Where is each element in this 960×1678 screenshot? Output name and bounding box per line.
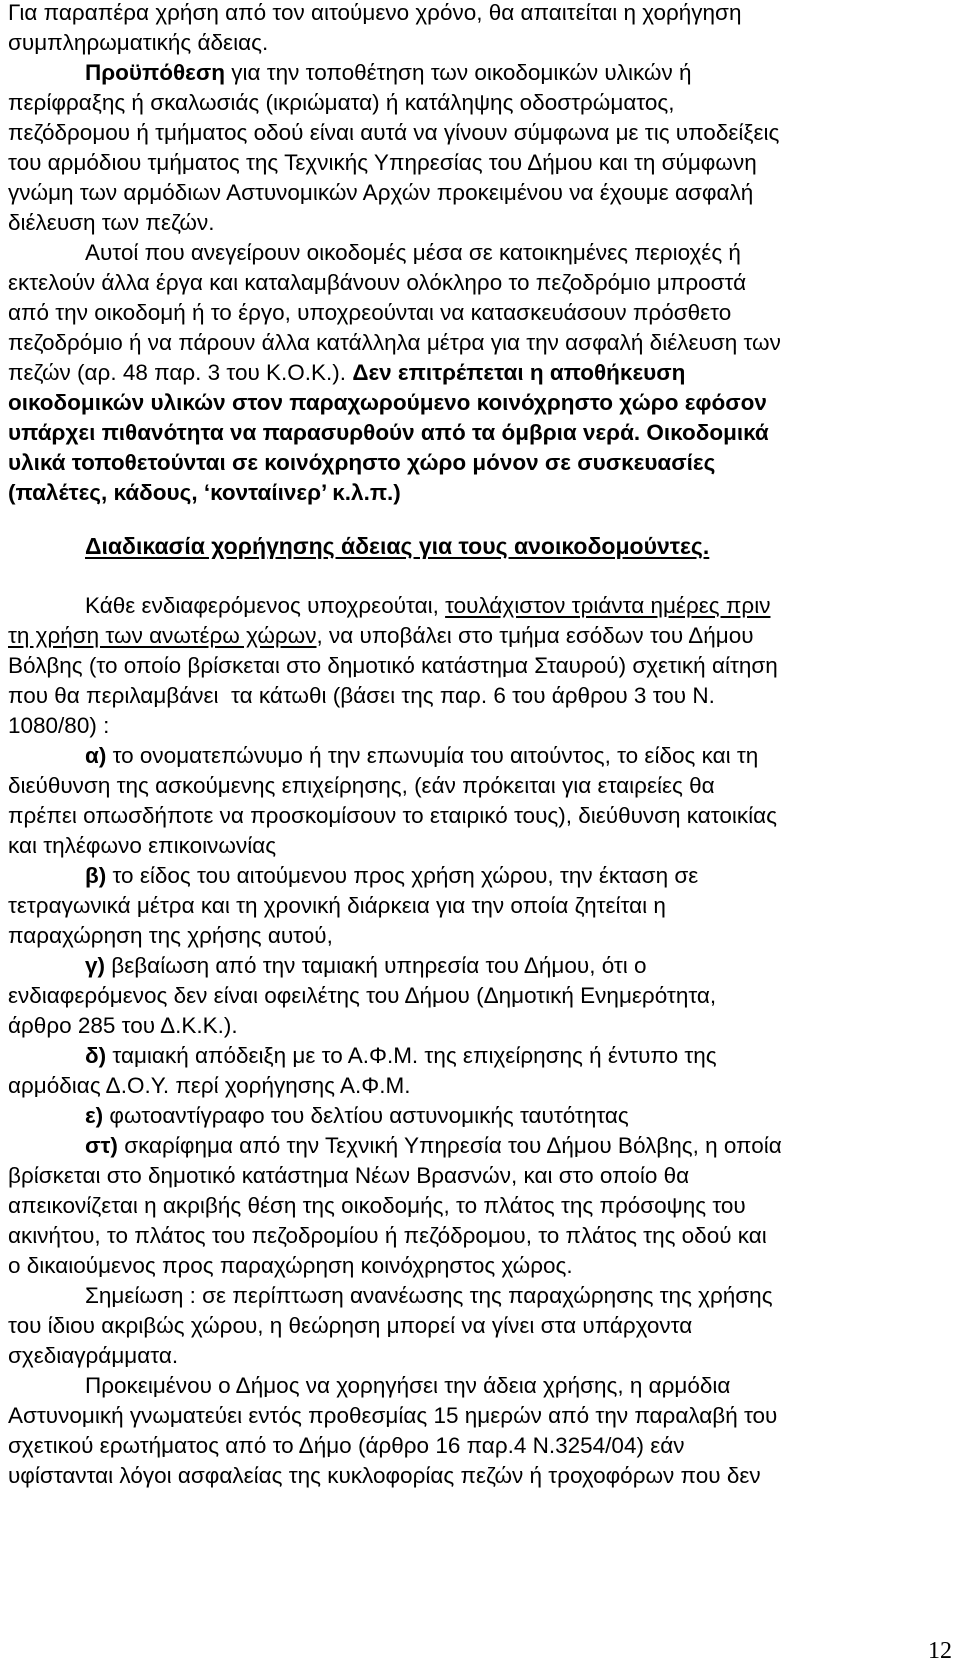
text-line: εκτελούν άλλα έργα και καταλαμβάνουν ολόκληρο το πεζοδρόμιο μπροστά bbox=[8, 270, 747, 295]
text-line: γνώμη των αρμόδιων Αστυνομικών Αρχών προκειμένου να έχουμε ασφαλή bbox=[8, 180, 754, 205]
text-span: φωτοαντίγραφο του δελτίου αστυνομικής ταυτότητας bbox=[103, 1103, 629, 1128]
underlined-text: τουλάχιστον τριάντα ημέρες πριν bbox=[445, 593, 771, 618]
text-line: σχεδιαγράμματα. bbox=[8, 1343, 179, 1368]
text-line: απεικονίζεται η ακριβής θέση της οικοδομής, το πλάτος της πρόσοψης του bbox=[8, 1193, 746, 1218]
bold-lead: Προϋπόθεση bbox=[85, 60, 225, 85]
text-line: περίφραξης ή σκαλωσιάς (ικριώματα) ή κατάληψης οδοστρώματος, bbox=[8, 90, 675, 115]
text-line: υπάρχει πιθανότητα να παρασυρθούν από τα όμβρια νερά. Οικοδομικά bbox=[8, 420, 769, 445]
text-line: του ίδιου ακριβώς χώρου, η θεώρηση μπορεί να γίνει στα υπάρχοντα bbox=[8, 1313, 693, 1338]
text-line: πεζοδρόμιο ή να πάρουν άλλα κατάλληλα μέτρα για την ασφαλή διέλευση των bbox=[8, 330, 781, 355]
page-number: 12 bbox=[928, 1638, 952, 1664]
text-span: για την τοποθέτηση των οικοδομικών υλικών ή bbox=[224, 60, 692, 85]
text-line: Προκειμένου ο Δήμος να χορηγήσει την άδεια χρήσης, η αρμόδια bbox=[85, 1373, 731, 1398]
list-marker: α) bbox=[85, 743, 107, 768]
text-span: , να υποβάλει στο τμήμα εσόδων του Δήμου bbox=[316, 623, 754, 648]
text-line: 1080/80) : bbox=[8, 713, 110, 738]
list-item bbox=[85, 861, 698, 891]
list-item bbox=[85, 1041, 717, 1071]
text-span: Κάθε ενδιαφερόμενος υποχρεούται, bbox=[85, 593, 446, 618]
text-line: Για παραπέρα χρήση από τον αιτούμενο χρόνο, θα απαιτείται η χορήγηση bbox=[8, 0, 742, 25]
list-marker: δ) bbox=[85, 1043, 107, 1068]
text-line bbox=[8, 621, 754, 651]
text-line: οικοδομικών υλικών στον παραχωρούμενο κοινόχρηστο χώρο εφόσον bbox=[8, 390, 767, 415]
text-span: ταμιακή απόδειξη με το Α.Φ.Μ. της επιχείρησης ή έντυπο της bbox=[106, 1043, 717, 1068]
section-heading: Διαδικασία χορήγησης άδειας για τους ανοικοδομούντες. bbox=[85, 533, 710, 559]
text-line bbox=[85, 58, 692, 88]
text-line: Αυτοί που ανεγείρουν οικοδομές μέσα σε κατοικημένες περιοχές ή bbox=[85, 240, 741, 265]
text-line: και τηλέφωνο επικοινωνίας bbox=[8, 833, 277, 858]
text-span: βεβαίωση από την ταμιακή υπηρεσία του Δήμου, ότι ο bbox=[105, 953, 647, 978]
text-line: Αστυνομική γνωματεύει εντός προθεσμίας 15 ημερών από την παραλαβή του bbox=[8, 1403, 778, 1428]
text-span: πεζών (αρ. 48 παρ. 3 του Κ.Ο.Κ.). bbox=[8, 360, 353, 385]
bold-text: Δεν επιτρέπεται η αποθήκευση bbox=[352, 360, 686, 385]
list-marker: γ) bbox=[85, 953, 106, 978]
list-marker: ε) bbox=[85, 1103, 104, 1128]
list-item bbox=[85, 1131, 782, 1161]
text-span: το ονοματεπώνυμο ή την επωνυμία του αιτούντος, το είδος και τη bbox=[106, 743, 759, 768]
text-line: υφίστανται λόγοι ασφαλείας της κυκλοφορίας πεζών ή τροχοφόρων που δεν bbox=[8, 1463, 761, 1488]
text-line: υλικά τοποθετούνται σε κοινόχρηστο χώρο μόνον σε συσκευασίες bbox=[8, 450, 716, 475]
text-line: από την οικοδομή ή το έργο, υποχρεούνται να κατασκευάσουν πρόσθετο bbox=[8, 300, 732, 325]
text-line: (παλέτες, κάδους, ‘κονταίινερ’ κ.λ.π.) bbox=[8, 480, 401, 505]
text-line: σχετικού ερωτήματος από το Δήμο (άρθρο 16 παρ.4 Ν.3254/04) εάν bbox=[8, 1433, 685, 1458]
text-line: του αρμόδιου τμήματος της Τεχνικής Υπηρεσίας του Δήμου και τη σύμφωνη bbox=[8, 150, 757, 175]
text-line: που θα περιλαμβάνει τα κάτωθι (βάσει της παρ. 6 του άρθρου 3 του Ν. bbox=[8, 683, 715, 708]
list-item bbox=[85, 1101, 629, 1131]
text-line: διέλευση των πεζών. bbox=[8, 210, 215, 235]
text-line: Σημείωση : σε περίπτωση ανανέωσης της παραχώρησης της χρήσης bbox=[85, 1283, 773, 1308]
text-line: βρίσκεται στο δημοτικό κατάστημα Νέων Βρασνών, και στο οποίο θα bbox=[8, 1163, 690, 1188]
list-item bbox=[85, 741, 758, 771]
text-line: άρθρο 285 του Δ.Κ.Κ.). bbox=[8, 1013, 238, 1038]
text-line bbox=[85, 591, 770, 621]
list-marker: στ) bbox=[85, 1133, 118, 1158]
text-line: πρέπει οπωσδήποτε να προσκομίσουν το εταιρικό τους), διεύθυνση κατοικίας bbox=[8, 803, 777, 828]
text-span: το είδος του αιτούμενου προς χρήση χώρου, την έκταση σε bbox=[106, 863, 699, 888]
text-span: σκαρίφημα από την Τεχνική Υπηρεσία του Δήμου Βόλβης, η οποία bbox=[117, 1133, 782, 1158]
underlined-text: τη χρήση των ανωτέρω χώρων bbox=[8, 623, 317, 648]
text-line: παραχώρηση της χρήσης αυτού, bbox=[8, 923, 333, 948]
text-line: ακινήτου, το πλάτος του πεζοδρομίου ή πεζόδρομου, το πλάτος της οδού και bbox=[8, 1223, 767, 1248]
text-line: διεύθυνση της ασκούμενης επιχείρησης, (εάν πρόκειται για εταιρείες θα bbox=[8, 773, 715, 798]
text-line: Βόλβης (το οποίο βρίσκεται στο δημοτικό κατάστημα Σταυρού) σχετική αίτηση bbox=[8, 653, 778, 678]
text-line: ενδιαφερόμενος δεν είναι οφειλέτης του Δήμου (Δημοτική Ενημερότητα, bbox=[8, 983, 717, 1008]
text-line: πεζόδρομου ή τμήματος οδού είναι αυτά να γίνουν σύμφωνα με τις υποδείξεις bbox=[8, 120, 780, 145]
text-line: αρμόδιας Δ.Ο.Υ. περί χορήγησης Α.Φ.Μ. bbox=[8, 1073, 411, 1098]
list-item bbox=[85, 951, 647, 981]
text-line: τετραγωνικά μέτρα και τη χρονική διάρκεια για την οποία ζητείται η bbox=[8, 893, 666, 918]
text-line: ο δικαιούμενος προς παραχώρηση κοινόχρηστος χώρος. bbox=[8, 1253, 573, 1278]
text-line bbox=[8, 358, 685, 388]
text-line: συμπληρωματικής άδειας. bbox=[8, 30, 269, 55]
list-marker: β) bbox=[85, 863, 107, 888]
